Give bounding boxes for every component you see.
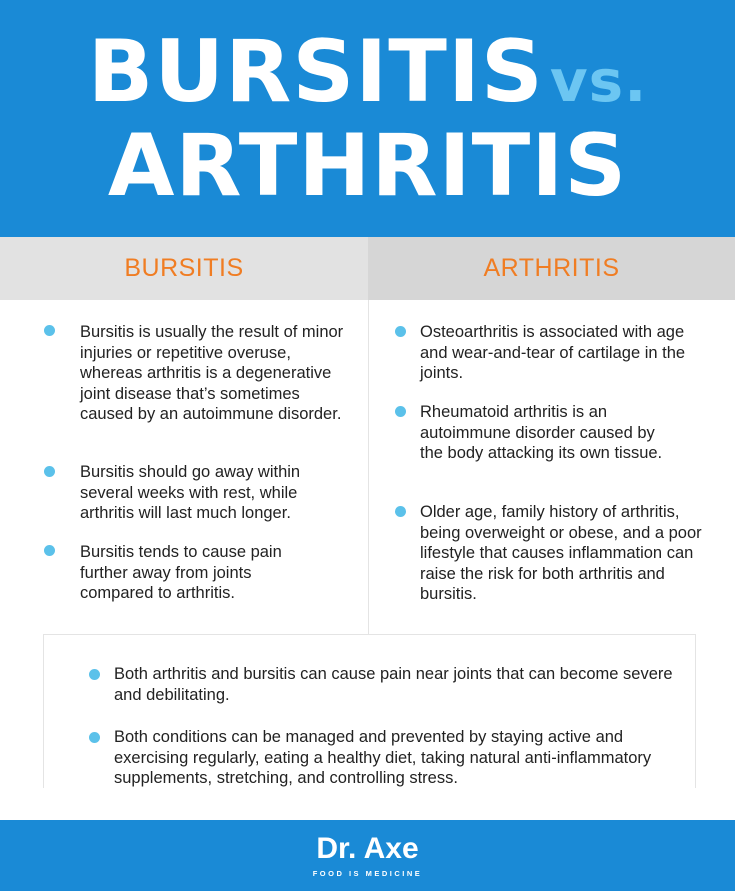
shared-point: Both conditions can be managed and prevented by staying active and exercising regularly, eating a healthy diet, taking natural anti-inflammatory supplements, stretching, and controlling stress. — [114, 728, 652, 787]
title-vs: vs. — [549, 47, 648, 115]
bullet-icon — [44, 545, 55, 556]
bursitis-point: Bursitis should go away within several weeks with rest, while arthritis will last much longer. — [80, 463, 301, 522]
bullet-icon — [395, 326, 406, 337]
logo-tagline: FOOD IS MEDICINE — [312, 869, 423, 878]
bullet-icon — [89, 669, 100, 680]
title-bursitis: BURSITIS — [87, 22, 544, 122]
shared-point: Both arthritis and bursitis can cause pain near joints that can become severe and debilitating. — [114, 665, 673, 704]
title-arthritis: ARTHRITIS — [107, 116, 628, 216]
column-divider — [368, 300, 369, 634]
arthritis-point: Osteoarthritis is associated with age and wear-and-tear of cartilage in the joints. — [420, 323, 686, 382]
bursitis-point: Bursitis tends to cause pain further away from joints compared to arthritis. — [80, 543, 282, 602]
bullet-icon — [395, 406, 406, 417]
footer-banner — [0, 820, 735, 891]
bullet-icon — [44, 466, 55, 477]
arthritis-column-heading: ARTHRITIS — [368, 237, 735, 300]
title-line-1 — [0, 24, 735, 129]
arthritis-point: Older age, family history of arthritis, being overweight or obese, and a poor lifestyle that causes inflammation can raise the risk for both arthritis and bursitis. — [420, 503, 702, 603]
bursitis-point: Bursitis is usually the result of minor injuries or repetitive overuse, whereas arthritis is a degenerative joint disease that’s sometimes caused by an autoimmune disorder. — [80, 323, 344, 423]
dr-axe-logo: Dr. Axe — [316, 832, 419, 865]
bullet-icon — [89, 732, 100, 743]
shared-points-box — [43, 634, 696, 788]
title-banner — [0, 0, 735, 237]
bullet-icon — [44, 325, 55, 336]
bursitis-column-heading: BURSITIS — [0, 237, 368, 300]
bullet-icon — [395, 506, 406, 517]
arthritis-point: Rheumatoid arthritis is an autoimmune disorder caused by the body attacking its own tissue. — [420, 403, 663, 462]
